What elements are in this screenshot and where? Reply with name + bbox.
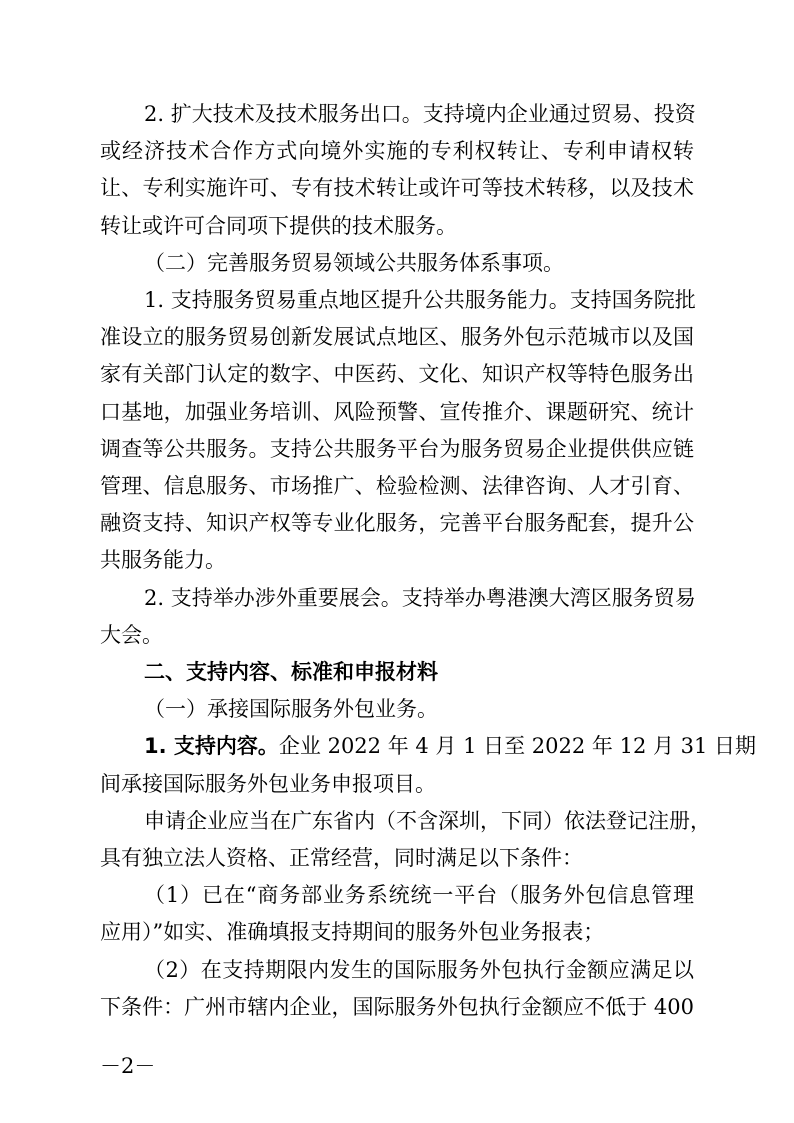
paragraph-line: 家有关部门认定的数字、中医药、文化、知识产权等特色服务出 [100,362,694,387]
paragraph-line: 转让或许可合同项下提供的技术服务。 [100,213,457,238]
paragraph-line: （2）在支持期限内发生的国际服务外包执行金额应满足以 [144,957,694,982]
chapter-heading: 二、支持内容、标准和申报材料 [144,660,438,684]
paragraph-line: 下条件：广州市辖内企业，国际服务外包执行金额应不低于 400 [100,994,694,1019]
paragraph-line: 准设立的服务贸易创新发展试点地区、服务外包示范城市以及国 [100,325,694,350]
section-heading: （一）承接国际服务外包业务。 [144,697,438,722]
paragraph-line: 共服务能力。 [100,548,226,573]
paragraph-line: 具有独立法人资格、正常经营，同时满足以下条件： [100,846,583,870]
support-content-text: 企业 2022 年 4 月 1 日至 2022 年 12 月 31 日期 [278,734,757,759]
support-content-label: 1. 支持内容。 [144,734,279,759]
paragraph-line: 口基地，加强业务培训、风险预警、宣传推介、课题研究、统计 [100,399,694,424]
page-number: －2－ [100,1054,156,1078]
paragraph-line: 或经济技术合作方式向境外实施的专利权转让、专利申请权转 [100,139,694,164]
paragraph-line: 申请企业应当在广东省内（不含深圳，下同）依法登记注册， [144,808,711,833]
paragraph-line: 应用）”如实、准确填报支持期间的服务外包业务报表； [100,920,605,945]
paragraph-line: 让、专利实施许可、专有技术转让或许可等技术转移，以及技术 [100,176,694,201]
paragraph-line [144,728,757,764]
paragraph-line: （1）已在“商务部业务系统统一平台（服务外包信息管理 [144,883,694,908]
paragraph-line: 2. 扩大技术及技术服务出口。支持境内企业通过贸易、投资 [144,102,696,126]
paragraph-line: 调查等公共服务。支持公共服务平台为服务贸易企业提供供应链 [100,436,694,461]
paragraph-line: 1. 支持服务贸易重点地区提升公共服务能力。支持国务院批 [144,288,696,312]
section-heading: （二）完善服务贸易领域公共服务体系事项。 [144,250,564,275]
paragraph-line: 管理、信息服务、市场推广、检验检测、法律咨询、人才引育、 [100,474,694,498]
paragraph-line: 间承接国际服务外包业务申报项目。 [100,771,436,796]
paragraph-line: 大会。 [100,622,163,647]
paragraph-line: 融资支持、知识产权等专业化服务，完善平台服务配套，提升公 [100,511,694,536]
paragraph-line: 2. 支持举办涉外重要展会。支持举办粤港澳大湾区服务贸易 [144,585,696,610]
